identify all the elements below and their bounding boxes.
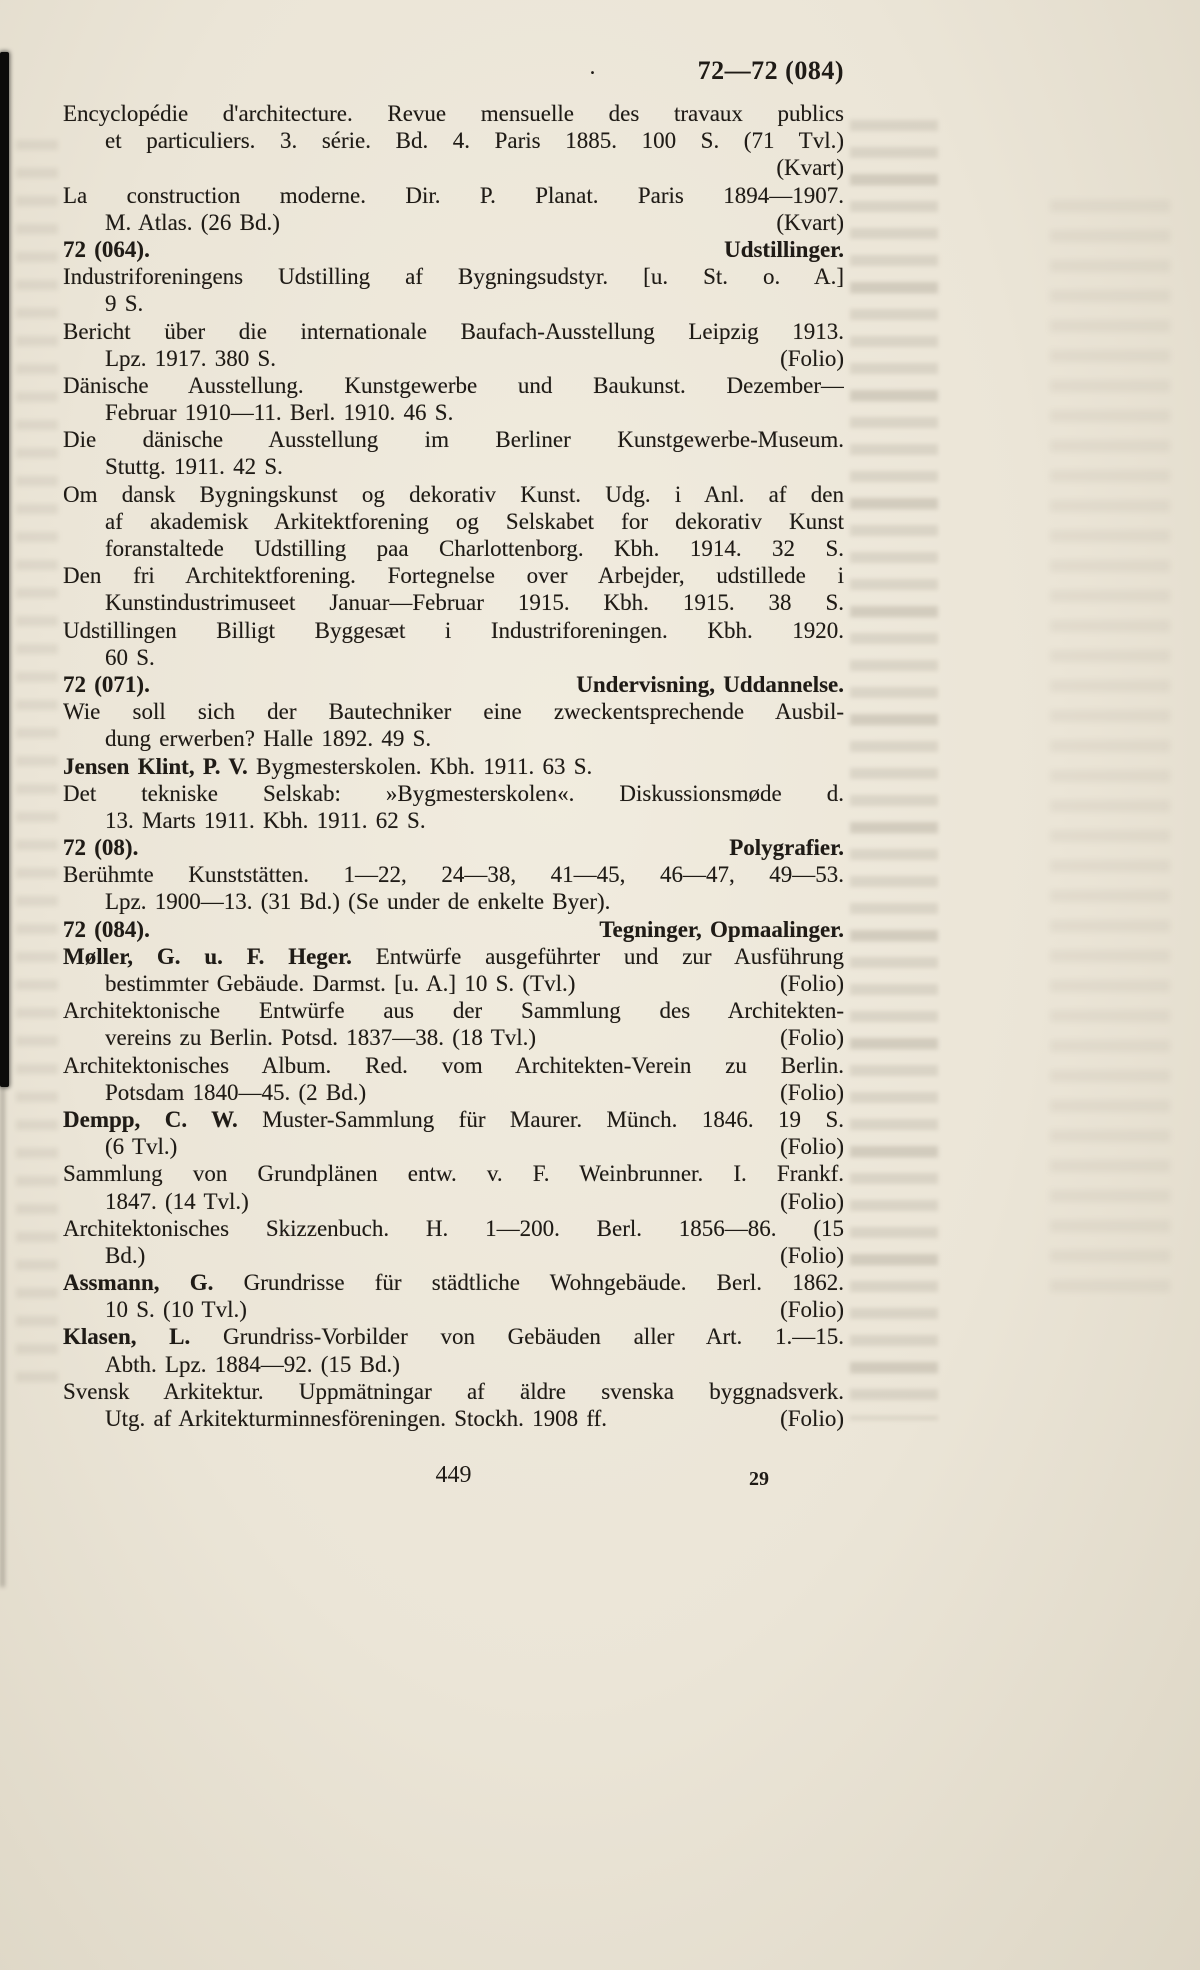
entry-line	[63, 209, 844, 236]
section-title: Undervisning, Uddannelse.	[576, 671, 844, 697]
entry-line	[63, 453, 844, 480]
entry-line	[63, 372, 844, 399]
entry-line	[63, 481, 844, 508]
entry-line	[63, 1160, 844, 1187]
entry-line	[63, 780, 844, 807]
entry-line	[63, 807, 844, 834]
author-name: Jensen Klint, P. V.	[63, 753, 248, 779]
entry-line	[63, 154, 844, 181]
bleed-through-left	[16, 140, 58, 1400]
line-text: Die dänische Ausstellung im Berliner Kunstgewerbe-Museum.	[63, 427, 844, 453]
entry-line	[63, 508, 844, 535]
scan-edge-bar	[0, 52, 9, 1087]
format-note: (Folio)	[780, 1297, 844, 1323]
line-text: Klasen, L. Grundriss-Vorbilder von Gebäuden aller Art. 1.—15.	[63, 1324, 844, 1350]
entry-line	[63, 399, 844, 426]
bleed-through-far-right	[1050, 200, 1170, 1300]
page-number: 449	[435, 1462, 472, 1488]
line-text	[63, 236, 150, 263]
line-text: af akademisk Arkitektforening og Selskabet for dekorativ Kunst	[105, 508, 844, 534]
line-text	[63, 916, 150, 943]
line-text: foranstaltede Udstilling paa Charlottenborg. Kbh. 1914. 32 S.	[105, 536, 844, 561]
line-text	[63, 834, 138, 861]
section-number: 72 (084).	[63, 916, 150, 942]
line-text: Berühmte Kunststätten. 1—22, 24—38, 41—45, 46—47, 49—53.	[63, 862, 844, 888]
line-text: Dänische Ausstellung. Kunstgewerbe und Baukunst. Dezember—	[63, 372, 844, 398]
line-text: 1847. (14 Tvl.)	[105, 1188, 249, 1214]
line-text: dung erwerben? Halle 1892. 49 S.	[105, 726, 432, 752]
line-text: Stuttg. 1911. 42 S.	[105, 454, 283, 480]
author-name: Assmann, G.	[63, 1270, 214, 1296]
format-note: (Folio)	[780, 345, 844, 371]
line-text: bestimmter Gebäude. Darmst. [u. A.] 10 S. (Tvl.)	[105, 971, 576, 996]
section-number: 72 (064).	[63, 236, 150, 262]
page-footer	[63, 1460, 844, 1490]
line-text: (Kvart)	[776, 155, 844, 181]
line-text: Bericht über die internationale Baufach-Ausstellung Leipzig 1913.	[63, 318, 844, 344]
line-text: Bd.)	[105, 1242, 146, 1268]
entry-line	[63, 1188, 844, 1215]
entry-line	[63, 753, 844, 780]
line-text: Lpz. 1917. 380 S.	[105, 345, 277, 371]
line-text: Jensen Klint, P. V. Bygmesterskolen. Kbh. 1911. 63 S.	[63, 753, 593, 779]
entry-line	[63, 617, 844, 644]
bleed-through-right	[850, 120, 938, 1420]
line-text: Det tekniske Selskab: »Bygmesterskolen«. Diskussionsmøde d.	[63, 780, 844, 806]
section-title: Polygrafier.	[729, 835, 844, 861]
line-text: M. Atlas. (26 Bd.)	[105, 209, 280, 235]
format-note: (Folio)	[780, 1134, 844, 1160]
entry-line	[63, 1052, 844, 1079]
entry-line	[63, 562, 844, 589]
line-text: 60 S.	[105, 644, 155, 670]
line-text: Kunstindustrimuseet Januar—Februar 1915. Kbh. 1915. 38 S.	[105, 590, 844, 616]
author-name: Dempp, C. W.	[63, 1106, 238, 1132]
line-text: Architektonisches Album. Red. vom Architekten-Verein zu Berlin.	[63, 1052, 844, 1078]
format-note: (Folio)	[780, 1188, 844, 1214]
line-text: Architektonische Entwürfe aus der Sammlung des Architekten-	[63, 998, 844, 1024]
line-text: Architektonisches Skizzenbuch. H. 1—200. Berl. 1856—86. (15	[63, 1215, 844, 1241]
entry-line	[63, 861, 844, 888]
entry-line	[63, 535, 844, 562]
format-note: (Folio)	[780, 1242, 844, 1268]
line-text: (6 Tvl.)	[105, 1134, 178, 1160]
entry-line	[63, 997, 844, 1024]
section-number: 72 (08).	[63, 835, 139, 861]
entry-line	[63, 318, 844, 345]
author-name: Klasen, L.	[63, 1324, 191, 1350]
section-number: 72 (071).	[63, 671, 150, 697]
entry-line	[63, 644, 844, 671]
line-text: 10 S. (10 Tvl.)	[105, 1297, 247, 1323]
section-heading-line	[63, 916, 844, 943]
line-text: Sammlung von Grundplänen entw. v. F. Weinbrunner. I. Frankf.	[63, 1161, 844, 1187]
section-heading-line	[63, 236, 844, 263]
entry-line	[63, 1079, 844, 1106]
running-head: 72—72 (084)	[697, 56, 844, 85]
entry-line	[63, 1296, 844, 1323]
stray-mark: .	[589, 54, 596, 80]
line-text: 9 S.	[105, 291, 144, 317]
format-note: (Kvart)	[776, 209, 844, 235]
format-note: (Folio)	[780, 1025, 844, 1051]
line-text	[63, 671, 150, 698]
entry-line	[63, 589, 844, 616]
entry-line	[63, 698, 844, 725]
line-text: Februar 1910—11. Berl. 1910. 46 S.	[105, 400, 454, 426]
line-text: Dempp, C. W. Muster-Sammlung für Maurer. Münch. 1846. 19 S.	[63, 1106, 844, 1132]
entry-line	[63, 725, 844, 752]
line-text: Svensk Arkitektur. Uppmätningar af äldre svenska byggnadsverk.	[63, 1378, 844, 1404]
section-title: Udstillinger.	[724, 236, 844, 262]
line-text: Abth. Lpz. 1884—92. (15 Bd.)	[105, 1351, 400, 1377]
entry-line	[63, 888, 844, 915]
section-heading-line	[63, 671, 844, 698]
entry-line	[63, 345, 844, 372]
entry-line	[63, 1024, 844, 1051]
signature-number: 29	[749, 1468, 769, 1490]
format-note: (Folio)	[780, 1079, 844, 1105]
line-text: La construction moderne. Dir. P. Planat. Paris 1894—1907.	[63, 182, 844, 208]
line-text: 13. Marts 1911. Kbh. 1911. 62 S.	[105, 807, 426, 833]
line-text: et particuliers. 3. série. Bd. 4. Paris 1885. 100 S. (71 Tvl.)	[105, 128, 844, 154]
line-text: Møller, G. u. F. Heger. Entwürfe ausgeführter und zur Ausführung	[63, 943, 844, 969]
entry-line	[63, 426, 844, 453]
scan-edge-smudge	[0, 1087, 5, 1587]
entry-line	[63, 1405, 844, 1432]
running-head-row	[63, 55, 844, 87]
entry-line	[63, 263, 844, 290]
bibliography-text-column	[63, 100, 844, 1432]
author-name: Møller, G. u. F. Heger.	[63, 943, 352, 969]
entry-line	[63, 943, 844, 970]
entry-line	[63, 970, 844, 997]
entry-line	[63, 1242, 844, 1269]
format-note: (Folio)	[780, 971, 844, 996]
format-note: (Folio)	[780, 1406, 844, 1431]
line-text: Utg. af Arkitekturminnesföreningen. Stockh. 1908 ff.	[105, 1406, 608, 1431]
line-text: Lpz. 1900—13. (31 Bd.) (Se under de enkelte Byer).	[105, 889, 611, 915]
section-title: Tegninger, Opmaalinger.	[599, 916, 844, 942]
line-text: Potsdam 1840—45. (2 Bd.)	[105, 1079, 367, 1105]
entry-line	[63, 1215, 844, 1242]
line-text: Assmann, G. Grundrisse für städtliche Wohngebäude. Berl. 1862.	[63, 1270, 844, 1296]
entry-line	[63, 182, 844, 209]
line-text: Encyclopédie d'architecture. Revue mensuelle des travaux publics	[63, 101, 844, 126]
entry-line	[63, 1378, 844, 1405]
entry-line	[63, 1351, 844, 1378]
line-text: vereins zu Berlin. Potsd. 1837—38. (18 Tvl.)	[105, 1025, 537, 1051]
line-text: Wie soll sich der Bautechniker eine zweckentsprechende Ausbil-	[63, 699, 844, 725]
line-text: Om dansk Bygningskunst og dekorativ Kunst. Udg. i Anl. af den	[63, 481, 844, 507]
entry-line	[63, 100, 844, 127]
entry-line	[63, 1269, 844, 1296]
line-text: Industriforeningens Udstilling af Bygningsudstyr. [u. St. o. A.]	[63, 264, 844, 290]
line-text: Den fri Architektforening. Fortegnelse over Arbejder, udstillede i	[63, 563, 844, 589]
entry-line	[63, 1106, 844, 1133]
entry-line	[63, 1323, 844, 1350]
section-heading-line	[63, 834, 844, 861]
line-text: Udstillingen Billigt Byggesæt i Industriforeningen. Kbh. 1920.	[63, 617, 844, 643]
entry-line	[63, 290, 844, 317]
entry-line	[63, 127, 844, 154]
entry-line	[63, 1133, 844, 1160]
